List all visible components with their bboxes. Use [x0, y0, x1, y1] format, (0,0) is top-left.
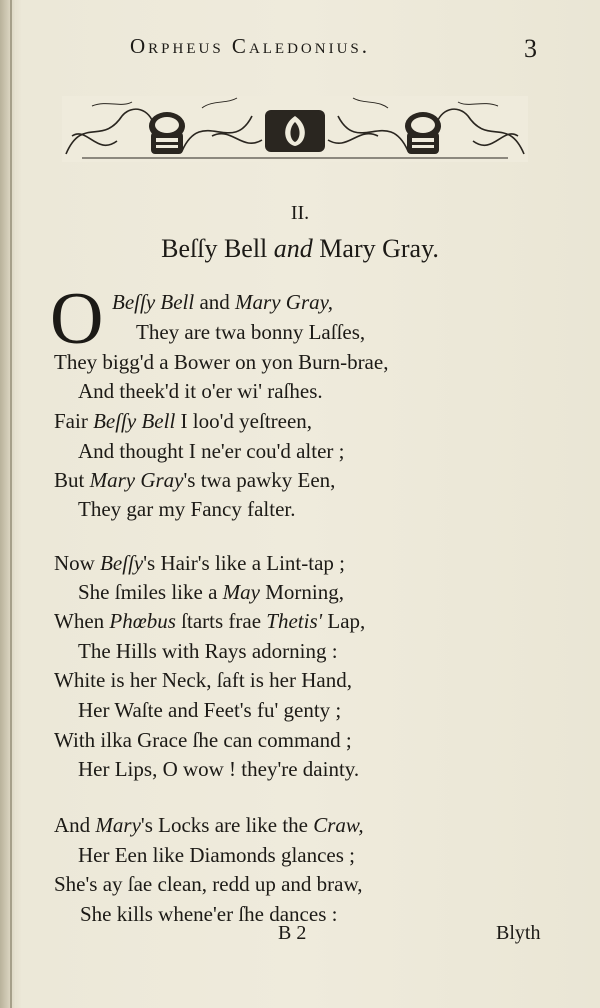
text-segment: Her Waſte and Feet's fu' genty ; — [78, 698, 342, 722]
text-segment: 's Hair's like a Lint-tap ; — [143, 551, 346, 575]
verse-line — [54, 667, 352, 693]
italic-segment: Thetis' — [266, 609, 323, 633]
text-segment: Her Lips, O wow ! they're dainty. — [78, 757, 360, 781]
text-segment: She's ay ſae clean, redd up and braw, — [54, 872, 363, 896]
text-segment: and — [194, 290, 236, 314]
running-head: Orpheus Caledonius. — [130, 34, 371, 58]
song-title — [0, 234, 600, 264]
italic-segment: Phœbus — [109, 609, 176, 633]
verse-line — [78, 378, 323, 404]
verse-line — [54, 467, 335, 493]
text-segment: And thought I ne'er cou'd alter ; — [78, 439, 345, 463]
text-segment: Now — [54, 551, 101, 575]
verse-line — [54, 608, 365, 634]
verse-line — [54, 408, 312, 434]
signature-mark: B 2 — [278, 922, 307, 944]
text-segment: 's Locks are like the — [140, 813, 314, 837]
italic-segment: Beſſy Bell — [93, 409, 176, 433]
text-segment: White is her Neck, ſaft is her Hand, — [54, 668, 352, 692]
verse-line — [78, 438, 345, 464]
text-segment: She ſmiles like a — [78, 580, 223, 604]
verse-line — [78, 579, 344, 605]
verse-line — [78, 638, 338, 664]
text-segment: She kills whene'er ſhe dances : — [80, 902, 338, 926]
text-segment: 's twa pawky Een, — [183, 468, 336, 492]
title-conjunction: and — [273, 234, 313, 263]
title-name-2: Mary Gray. — [312, 234, 439, 263]
text-segment: When — [54, 609, 110, 633]
italic-segment: Mary Gray — [89, 468, 184, 492]
text-segment: And theek'd it o'er wi' raſhes. — [78, 379, 323, 403]
italic-segment: Craw, — [313, 813, 364, 837]
verse-line — [78, 496, 296, 522]
text-segment: I loo'd yeſtreen, — [175, 409, 313, 433]
text-segment: And — [54, 813, 96, 837]
verse-line — [136, 319, 365, 345]
text-segment: With ilka Grace ſhe can command ; — [54, 728, 352, 752]
page-gutter — [0, 0, 16, 1008]
verse-line — [54, 812, 364, 838]
gutter-fold-line — [10, 0, 12, 1008]
catchword: Blyth — [496, 922, 541, 944]
page-number: 3 — [524, 34, 537, 63]
text-segment: ſtarts frae — [175, 609, 267, 633]
text-segment: Lap, — [322, 609, 366, 633]
verse-line — [54, 727, 352, 753]
verse-line — [54, 871, 363, 897]
verse-line — [78, 756, 359, 782]
text-segment: Her Een like Diamonds glances ; — [78, 843, 355, 867]
verse-line — [78, 842, 355, 868]
italic-segment: Mary Gray, — [235, 290, 334, 314]
verse-line — [112, 289, 333, 315]
title-name-1: Beſſy Bell — [161, 234, 274, 263]
verse-line — [54, 349, 388, 375]
text-segment: They gar my Fancy falter. — [78, 497, 296, 521]
drop-cap: O — [50, 278, 104, 360]
song-number: II. — [290, 202, 310, 224]
italic-segment: Beſſy Bell — [112, 290, 195, 314]
text-segment: They bigg'd a Bower on yon Burn-brae, — [54, 350, 389, 374]
text-segment: Morning, — [259, 580, 344, 604]
text-segment: Fair — [54, 409, 94, 433]
text-segment: But — [54, 468, 90, 492]
italic-segment: Mary — [95, 813, 141, 837]
verse-line — [54, 550, 345, 576]
italic-segment: Beſſy — [100, 551, 144, 575]
italic-segment: May — [222, 580, 260, 604]
text-segment: The Hills with Rays adorning : — [78, 639, 338, 663]
verse-line — [78, 697, 341, 723]
floral-headpiece-icon — [62, 96, 528, 162]
text-segment: They are twa bonny Laſſes, — [136, 320, 366, 344]
